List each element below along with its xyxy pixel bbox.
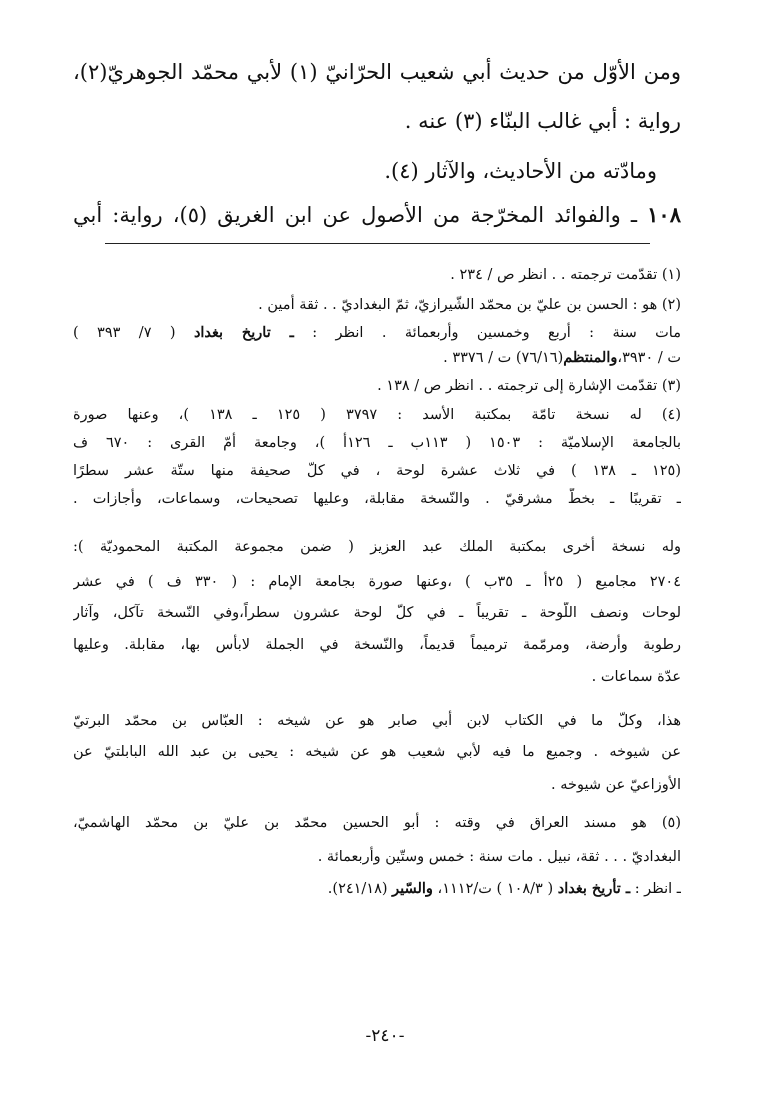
footnote-line: (١) تقدّمت ترجمته . . انظر ص / ٢٣٤ . bbox=[450, 267, 681, 283]
footnote-separator bbox=[105, 243, 650, 244]
footnote-line: وله نسخة أخرى بمكتبة الملك عبد العزيز ( ضمن مجموعة المكتبة المحموديّة ): bbox=[73, 539, 681, 555]
footnote-text: ـ انظر : bbox=[634, 881, 681, 897]
footnote-line: (٥) هو مسند العراق في وقته : أبو الحسين محمّد بن عليّ بن محمّد الهاشميّ، bbox=[73, 815, 681, 831]
footnote-text: (٢٤١/١٨). bbox=[327, 881, 388, 897]
footnote-line: (٤) له نسخة تامّة بمكتبة الأسد : ٣٧٩٧ ( ١٢٥ ـ ١٣٨ )، وعنها صورة bbox=[73, 407, 681, 423]
footnote-line: (٣) تقدّمت الإشارة إلى ترجمته . . انظر ص / ١٣٨ . bbox=[377, 378, 681, 394]
main-text-line: ومادّته من الأحاديث، والآثار (٤). bbox=[384, 159, 657, 183]
footnote-line: عن شيوخه . وجميع ما فيه لأبي شعيب هو عن شيخه : يحيى بن عبد الله البابلتيّ عن bbox=[73, 744, 681, 760]
footnote-line bbox=[73, 878, 681, 902]
footnote-line: الأوزاعيّ عن شيوخه . bbox=[551, 777, 681, 793]
footnote-line bbox=[73, 322, 681, 346]
main-text-line-entry bbox=[73, 200, 681, 230]
main-text-line: رواية : أبي غالب البنّاء (٣) عنه . bbox=[404, 109, 681, 133]
footnote-text: مات سنة : أربع وخمسين وأربعمائة . انظر : bbox=[312, 325, 681, 341]
source-title: ـ تأريخ بغداد bbox=[557, 880, 631, 897]
entry-text: ـ والفوائد المخرّجة من الأصول عن ابن الغريق (٥)، رواية: أبي bbox=[73, 203, 638, 227]
source-title: والسّير bbox=[392, 880, 433, 897]
footnote-line: هذا، وكلّ ما في الكتاب لابن أبي صابر هو عن شيخه : العبّاس بن محمّد البرتيّ bbox=[73, 713, 681, 729]
footnote-line: رطوبة وأرضة، ومرمّمة ترميماً قديماً، والنّسخة في الجملة لابأس بها، مقابلة. وعليها bbox=[73, 637, 681, 653]
footnote-text: ( ٧/ ٣٩٣ ) bbox=[73, 325, 176, 341]
source-title: والمنتظم bbox=[563, 349, 618, 366]
footnote-line: عدّة سماعات . bbox=[591, 669, 681, 685]
main-text-line: ومن الأوّل من حديث أبي شعيب الحرّانيّ (١) لأبي محمّد الجوهريّ(٢)، bbox=[73, 60, 681, 84]
entry-number: ١٠٨ bbox=[647, 202, 681, 227]
footnote-line: (٢) هو : الحسن بن عليّ بن محمّد الشّيرازيّ، ثمّ البغداديّ . . ثقة أمين . bbox=[258, 297, 681, 313]
footnote-text: ( ١٠٨/٣ ) ت/١١١٢، bbox=[437, 881, 554, 897]
source-title: ـ تاريخ بغداد bbox=[193, 324, 294, 341]
footnote-line: بالجامعة الإسلاميّة : ١٥٠٣ ( ١١٣ب ـ ١٢٦أ )، وجامعة أمّ القرى : ٦٧٠ ف bbox=[73, 435, 681, 451]
footnote-line: لوحات ونصف اللّوحة ـ تقريباً ـ في كلّ لوحة عشرون سطراً،وفي النّسخة تآكل، وآثار bbox=[73, 605, 681, 621]
page-number: -٢٤٠- bbox=[365, 1026, 405, 1046]
footnote-line: ٢٧٠٤ مجاميع ( ٢٥أ ـ ٣٥ب ) ،وعنها صورة بجامعة الإمام : ( ٣٣٠ ف ) في عشر bbox=[73, 574, 681, 590]
footnote-text: (٧٦/١٦) ت / ٣٣٧٦ . bbox=[443, 350, 564, 366]
footnote-line: (١٢٥ ـ ١٣٨ ) في ثلاث عشرة لوحة ، في كلّ صحيفة منها ستّة عشر سطرًا bbox=[73, 463, 681, 479]
footnote-line bbox=[73, 347, 681, 371]
footnote-line: ـ تقريبًا ـ بخطّ مشرقيّ . والنّسخة مقابلة، وعليها تصحيحات، وسماعات، وأجازات . bbox=[73, 491, 681, 507]
footnote-line: البغداديّ . . . ثقة، نبيل . مات سنة : خمس وستّين وأربعمائة . bbox=[317, 849, 681, 865]
footnote-text: ت / ٣٩٣٠، bbox=[617, 350, 681, 366]
